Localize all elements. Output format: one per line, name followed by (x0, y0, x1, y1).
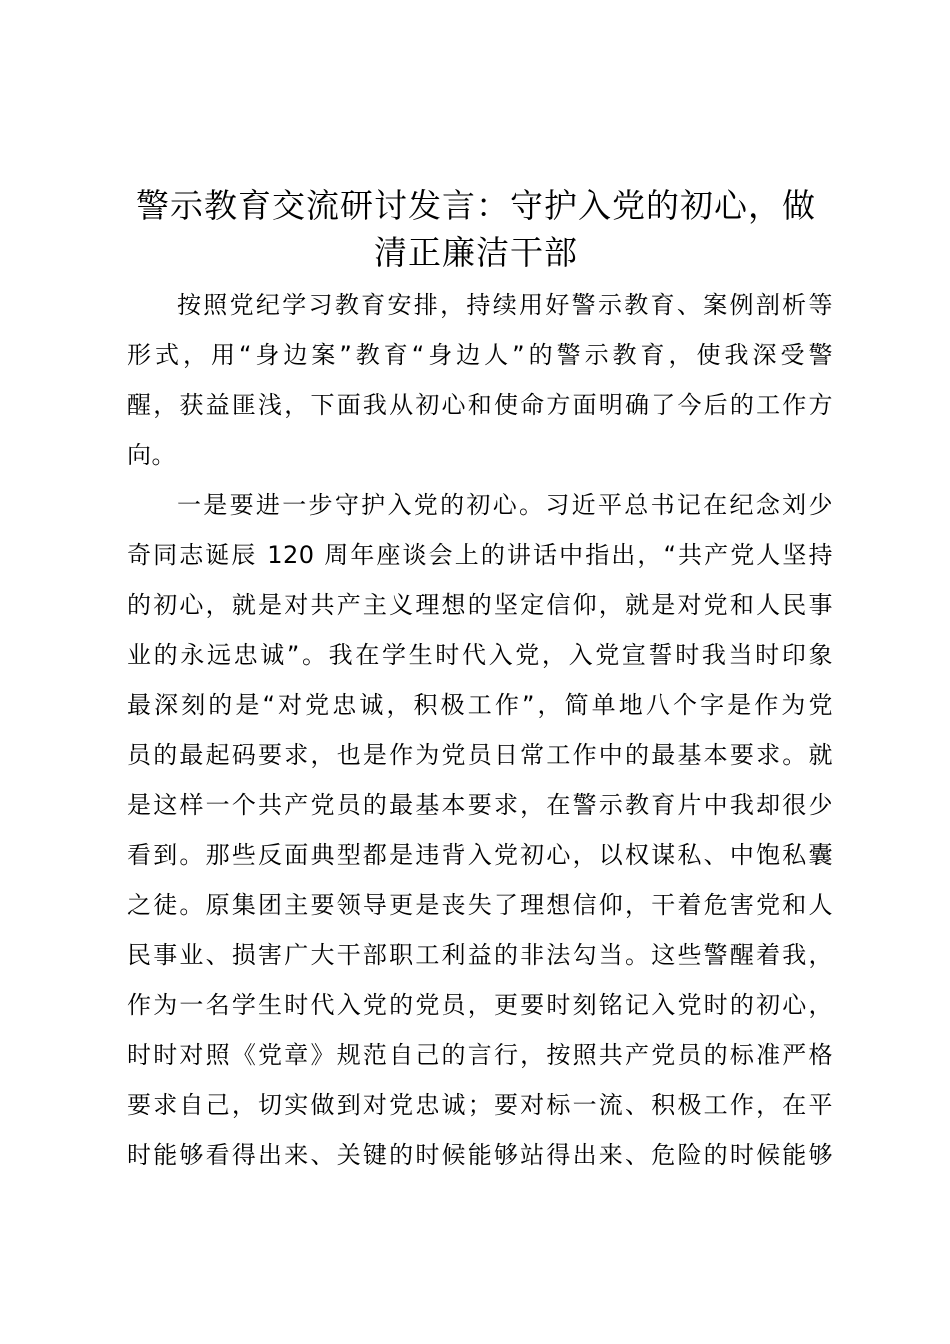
title-line-1: 警示教育交流研讨发言：守护入党的初心，做 (136, 186, 816, 225)
title-line-2: 清正廉洁干部 (374, 233, 578, 272)
paragraph-line: 员的最起码要求，也是作为党员日常工作中的最基本要求。就 (127, 741, 833, 769)
paragraph-line: 看到。那些反面典型都是违背入党初心，以权谋私、中饱私囊 (127, 841, 833, 869)
paragraph-line: 形式，用“身边案”教育“身边人”的警示教育，使我深受警 (127, 341, 833, 369)
paragraph-line: 向。 (127, 441, 176, 469)
paragraph-line: 时时对照《党章》规范自己的言行，按照共产党员的标准严格 (127, 1041, 833, 1069)
paragraph-line: 业的永远忠诚”。我在学生时代入党，入党宣誓时我当时印象 (127, 641, 833, 669)
paragraph-line: 民事业、损害广大干部职工利益的非法勾当。这些警醒着我， (127, 941, 833, 969)
paragraph-line: 之徒。原集团主要领导更是丧失了理想信仰，干着危害党和人 (127, 891, 833, 919)
paragraph-line: 一是要进一步守护入党的初心。习近平总书记在纪念刘少 (177, 491, 833, 519)
document-body (127, 280, 833, 1180)
paragraph-line: 的初心，就是对共产主义理想的坚定信仰，就是对党和人民事 (127, 591, 833, 619)
paragraph-line: 是这样一个共产党员的最基本要求，在警示教育片中我却很少 (127, 791, 833, 819)
paragraph-line: 要求自己，切实做到对党忠诚；要对标一流、积极工作，在平 (127, 1091, 833, 1119)
document-title (118, 182, 834, 276)
paragraph-line: 最深刻的是“对党忠诚，积极工作”，简单地八个字是作为党 (127, 691, 833, 719)
paragraph-line: 按照党纪学习教育安排，持续用好警示教育、案例剖析等 (177, 291, 833, 319)
paragraph-line: 醒，获益匪浅，下面我从初心和使命方面明确了今后的工作方 (127, 391, 833, 419)
paragraph-intro (127, 280, 833, 480)
paragraph-line: 作为一名学生时代入党的党员，更要时刻铭记入党时的初心， (127, 991, 833, 1019)
paragraph-line: 时能够看得出来、关键的时候能够站得出来、危险的时候能够 (127, 1141, 833, 1169)
paragraph-line: 奇同志诞辰 120 周年座谈会上的讲话中指出，“共产党人坚持 (127, 541, 833, 569)
paragraph-first-point (127, 480, 833, 1180)
